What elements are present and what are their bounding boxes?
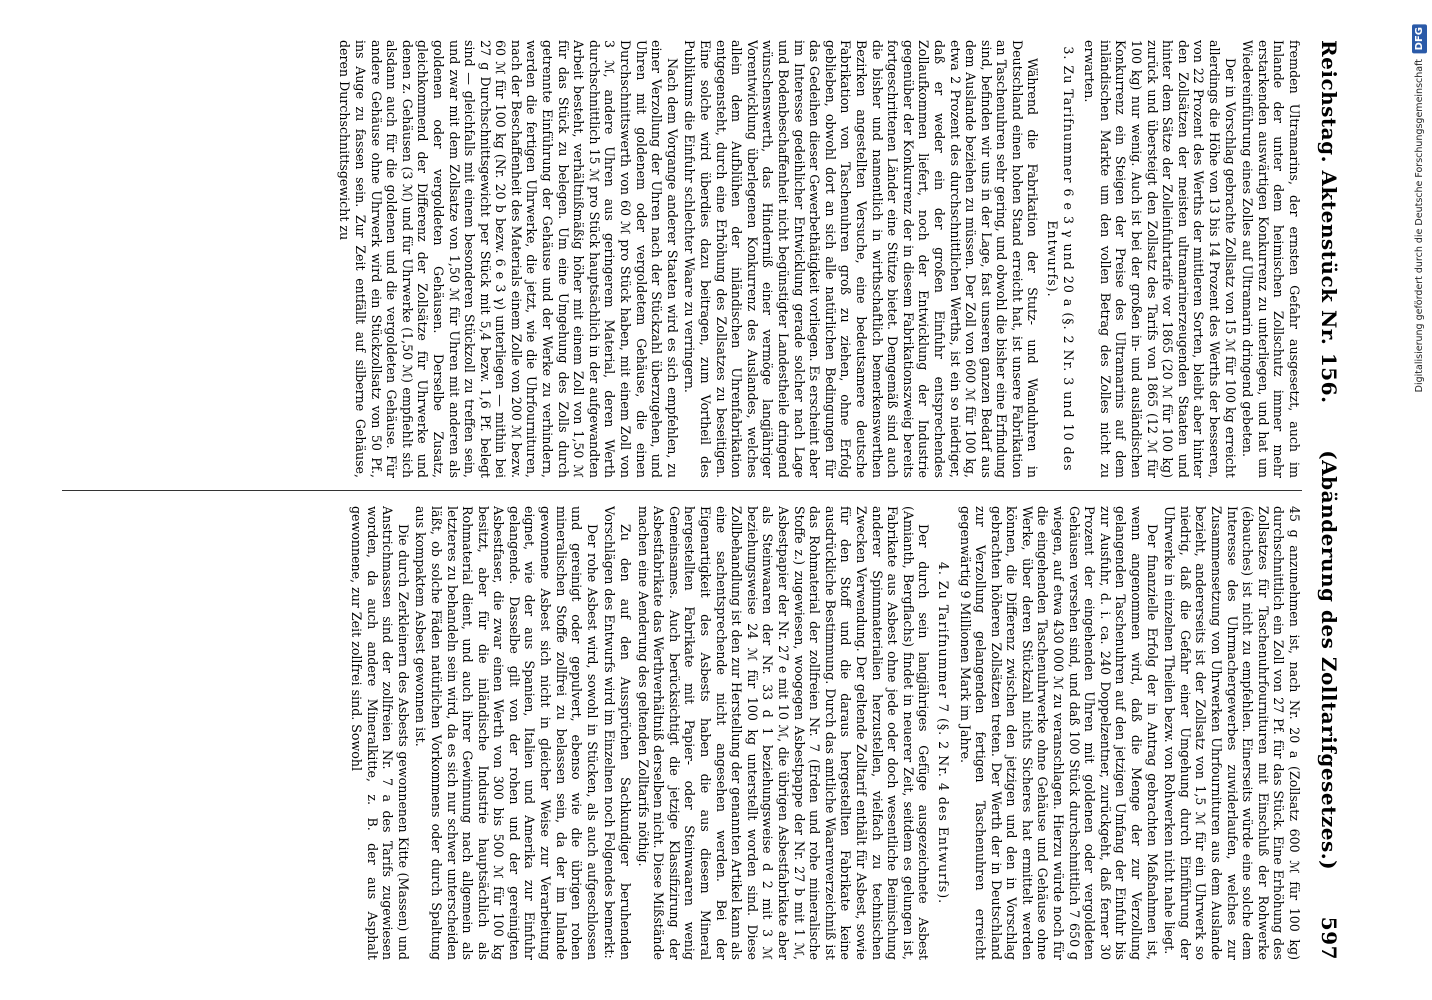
section-heading: 3. Zu Tarifnummer 6 e 3 γ und 20 a (§. 2 Nr. 3 und 10 des Entwurfs). [1045, 46, 1076, 472]
paragraph: Während die Fabrikation der Stutz- und Wanduhren in Deutschland einen hohen Stand erreicht hat, ist unsere Fabrikation an Taschenuhren sehr gering, und obwohl die bisher eine Erfindung sind, befinden wir uns in der Lage, fast unseren ganzen Bedarf aus dem Auslande beziehen zu müssen. Der Zoll von 600 ℳ für 100 kg, etwa 2 Prozent des durchschnittlichen Werths, ist ein so niedriger, daß er weder ein der großen Einfuhr entsprechendes Zollaufkommen liefert, noch der Entwicklung der Industrie gegenüber der Konkurrenz der in diesem Fabrikationszweig bereits fortgeschrittenen Länder eine Stütze bietet. Demgemäß sind auch die bisher und namentlich in wirthschaftlich bemerkenswerthen Bezirken angestellten Versuche, eine bedeutsamere deutsche Fabrikation von Taschenuhren groß zu ziehen, ohne Erfolg geblieben, obwohl dort an sich alle natürlichen Bedingungen für das Gedeihen dieser Gewerbethätigkeit vorliegen. Es erscheint aber im Interesse gedeihlicher Entwicklung gerade solcher nach Lage und Bodenbeschaffenheit nicht begünstigter Landestheile dringend wünschenswerth, das Hinderniß einer vermöge langjähriger Vorentwicklung überlegenen Konkurrenz des Auslandes, welches allein dem Aufblühen der inländischen Uhrenfabrikation entgegensteht, durch eine Erhöhung des Zollsatzes zu beseitigen. Eine solche wird überdies dazu beitragen, zum Vortheil des Publikums die Einfuhr schlechter Waare zu verringern. [682, 40, 1041, 478]
section-heading: 4. Zu Tarifnummer 7 (§. 2 Nr. 4 des Entwurfs). [935, 561, 951, 905]
page-header [1312, 40, 1346, 960]
header-center: (Abänderung des Zolltarifgesetzes.) [1317, 450, 1341, 871]
header-left: Reichstag. Aktenstück Nr. 156. [1317, 40, 1341, 404]
paragraph: Der finanzielle Erfolg der in Antrag gebrachten Maßnahmen ist, wenn angenommen wird, daß die Menge der zur Verzollung gelangenden Taschenuhren auf den jetzigen Umfang der Einfuhr bis zur Ausfuhr, d. i. ca. 240 Doppelzentner, zurückgeht, daß ferner 30 Prozent der eingehenden Uhren mit goldenen oder vergoldeten Gehäusen versehen sind, und daß 100 Stück durchschnittlich 7 650 g wiegen, auf etwa 430 000 ℳ zu veranschlagen. Hierzu würde noch für die eingehenden Taschenuhrwerke ohne Gehäuse und Gehäuse ohne Werke, über deren Stückzahl nichts Sicheres hat ermittelt werden können, die Differenz zwischen den jetzigen und den in Vorschlag gebrachten höheren Zollsätzen treten. Der Werth der in Deutschland zur Verzollung gelangenden fertigen Taschenuhren erreicht gegenwärtig 9 Millionen Mark im Jahre. [957, 506, 1160, 960]
digitization-credit-text: Digitalisierung gefördert durch die Deutsche Forschungsgemeinschaft [1413, 59, 1425, 393]
paragraph: fremden Ultramarins, der ernsten Gefahr ausgesetzt, auch im Inlande der unter dem heimischen Zollschutz immer mehr erstarkenden auswärtigen Konkurrenz zu unterliegen, und hat um Wiedereinführung eines Zolles auf Ultramarin dringend gebeten. [1240, 40, 1302, 478]
paragraph: Der in Vorschlag gebrachte Zollsatz von 15 ℳ für 100 kg erreicht allerdings die Höhe von 13 bis 14 Prozent des Werths der besseren, von 22 Prozent des Werths der mittleren Sorten, bleibt aber hinter den Zollsätzen der meisten ultramarinerzeugenden Staaten und hinter dem Sätze der Zolleinfuhrtarife vor 1865 (20 ℳ für 100 kg) zurück und übersteigt den Zollsatz des Tarifs von 1865 (12 ℳ für 100 kg) nur wenig. Auch ist bei der großen in- und ausländischen Konkurrenz ein Steigen der Preise des Ultramarins auf dem inländischen Markte um den vollen Betrag des Zolles nicht zu erwarten. [1082, 40, 1238, 478]
document-page [46, 20, 1346, 980]
right-column [56, 506, 1302, 960]
page-number: 597 [1317, 916, 1341, 960]
paragraph: Der rohe Asbest wird, sowohl in Stücken, als auch aufgeschlossen und gereinigt oder gepulvert, ebenso wie die übrigen rohen mineralischen Stoffe zollfrei zu belassen sein, da der im Inlande gewonnene Asbest sich nicht in gleicher Weise zur Verarbeitung eignet, wie der aus Spanien, Italien und Amerika zur Einfuhr gelangende. Dasselbe gilt von der rohen und der gereinigten Asbestfaser, die zwar einen Werth von 300 bis 500 ℳ für 100 kg besitzt, aber für die inländische Industrie hauptsächlich als Rohmaterial dient, und auch ihrer Gewinnung nach allgemein als letzteres zu behandeln sein wird, da es sich nur schwer unterscheiden läßt, ob solche Fäden natürlichen Vorkommens oder durch Spaltung aus kompaktem Asbest gewonnen ist. [413, 506, 600, 960]
left-column [56, 40, 1302, 478]
dfg-logo: DFG [1412, 24, 1427, 53]
paragraph: Zu den auf den Aussprüchen Sachkundiger beruhenden Vorschlägen des Entwurfs wird im Einzelnen noch Folgendes bemerkt: [602, 506, 634, 960]
paragraph: 45 g anzunehmen ist, nach Nr. 20 a (Zollsatz 600 ℳ für 100 kg) durchschnittlich ein Zoll von 27 Pf. für das Stück. Eine Erhöhung des Zollsatzes für Taschenuhrfournituren mit Einschluß der Rohwerke (ébauches) ist nicht zu empfehlen. Einerseits würde eine solche dem Interesse des Uhrmachergewerbes zuwiderlaufen, welches zur Zusammensetzung von Uhrwerken Uhrfournituren aus dem Auslande bezieht, andererseits ist der Zollsatz von 1,5 ℳ für ein Uhrwerk so niedrig, daß die Gefahr einer Umgehung durch Einführung der Uhrwerke in einzelnen Theilen bezw. von Rohwerken nicht nahe liegt. [1162, 506, 1302, 960]
paragraph: Nach dem Vorgange anderer Staaten wird es sich empfehlen, zu einer Verzollung der Uhren nach der Stückzahl überzugehen, und Uhren mit goldenem oder vergoldetem Gehäuse, die einen Durchschnittswerth von 60 ℳ pro Stück haben, mit einem Zoll von 3 ℳ, andere Uhren aus geringerem Material, deren Werth durchschnittlich 15 ℳ pro Stück hauptsächlich in der aufgewandten Arbeit besteht, verhältnißmäßig höher mit einem Zoll von 1,50 ℳ für das Stück zu belegen. Um eine Umgehung des Zolls durch getrennte Einführung der Gehäuse und der Werke zu verhindern, werden die fertigen Uhrwerke, die jetzt, wie die Uhrfournituren, nach der Beschaffenheit des Materials einem Zolle von 200 ℳ bezw. 60 ℳ für 100 kg (Nr. 20 b bezw. 6 e 3 γ) unterliegen — mithin bei 27 g Durchschnittsgewicht per Stück mit 5,4 bezw. 1,6 Pf. belegt sind — gleichfalls mit einem besonderen Stückzoll zu treffen sein, und zwar mit dem Zollsatze von 1,50 ℳ für Uhren mit anderen als goldenen oder vergoldeten Gehäusen. Derselbe Zusatz, gleichkommend der Differenz der Zollsätze für Uhrwerke und denen z. Gehäusen (3 ℳ) und für Uhrwerke (1,50 ℳ) empfiehlt sich alsdann auch für die goldenen und die vergoldeten Gehäuse. Für andere Gehäuse ohne Uhrwerk wird ein Stückzollsatz von 50 Pf., ins Auge zu fassen sein. Zur Zeit entfällt auf silberne Gehäuse, deren Durchschnittsgewicht zu [337, 40, 680, 478]
digitization-credit [1410, 20, 1428, 980]
column-divider [62, 490, 1302, 491]
paragraph: Der durch sein langjähriges Gefüge ausgezeichnete Asbest (Amianth, Bergflachs) findet in neuerer Zeit, seitdem es gelungen ist, Fabrikate aus Asbest ohne jede oder doch wesentliche Beimischung anderer Spinnmaterialien herzustellen, vielfach zu technischen Zwecken Verwendung. Der geltende Zolltarif enthält für Asbest, sowie für den Stoff und die daraus hergestellten Fabrikate keine ausdrückliche Bestimmung. Durch das amtliche Waarenverzeichniß ist das Rohmaterial der zollfreien Nr. 7 (Erden und rohe mineralische Stoffe z.) zugewiesen, woogegen Asbestpappe der Nr. 27 b mit 1 ℳ, Asbestpapier der Nr. 27 e mit 10 ℳ, die übrigen Asbestfabrikate aber als Steinwaaren der Nr. 33 d 1 beziehungsweise d 2 mit 3 ℳ beziehungsweise 24 ℳ für 100 kg unterstellt worden sind. Diese Zollbehandlung ist den zur Herstellung der genannten Artikel kann als eine sachentsprechende nicht angesehen werden. Bei der Eigenartigkeit des Asbests haben die aus diesem Mineral hergestellten Fabrikate mit Papier- oder Steinwaaren wenig Gemeinsames. Auch berücksichtigt die jetzige Klassifizirung der Asbestfabrikate das Werthverhältniß derselben nicht. Diese Mißstände machen eine Aenderung des geltenden Zolltarifs nöthig. [635, 506, 932, 960]
paragraph: Die durch Zerkleinern des Asbests gewonnenen Kitte (Massen) und Anstrichmassen sind der zollfreien Nr. 7 a des Tarifs zugewiesen worden, da auch andere Mineralkitte, z. B. der aus Asphalt gewonnene, zur Zeit zollfrei sind. Sowohl [348, 506, 411, 960]
